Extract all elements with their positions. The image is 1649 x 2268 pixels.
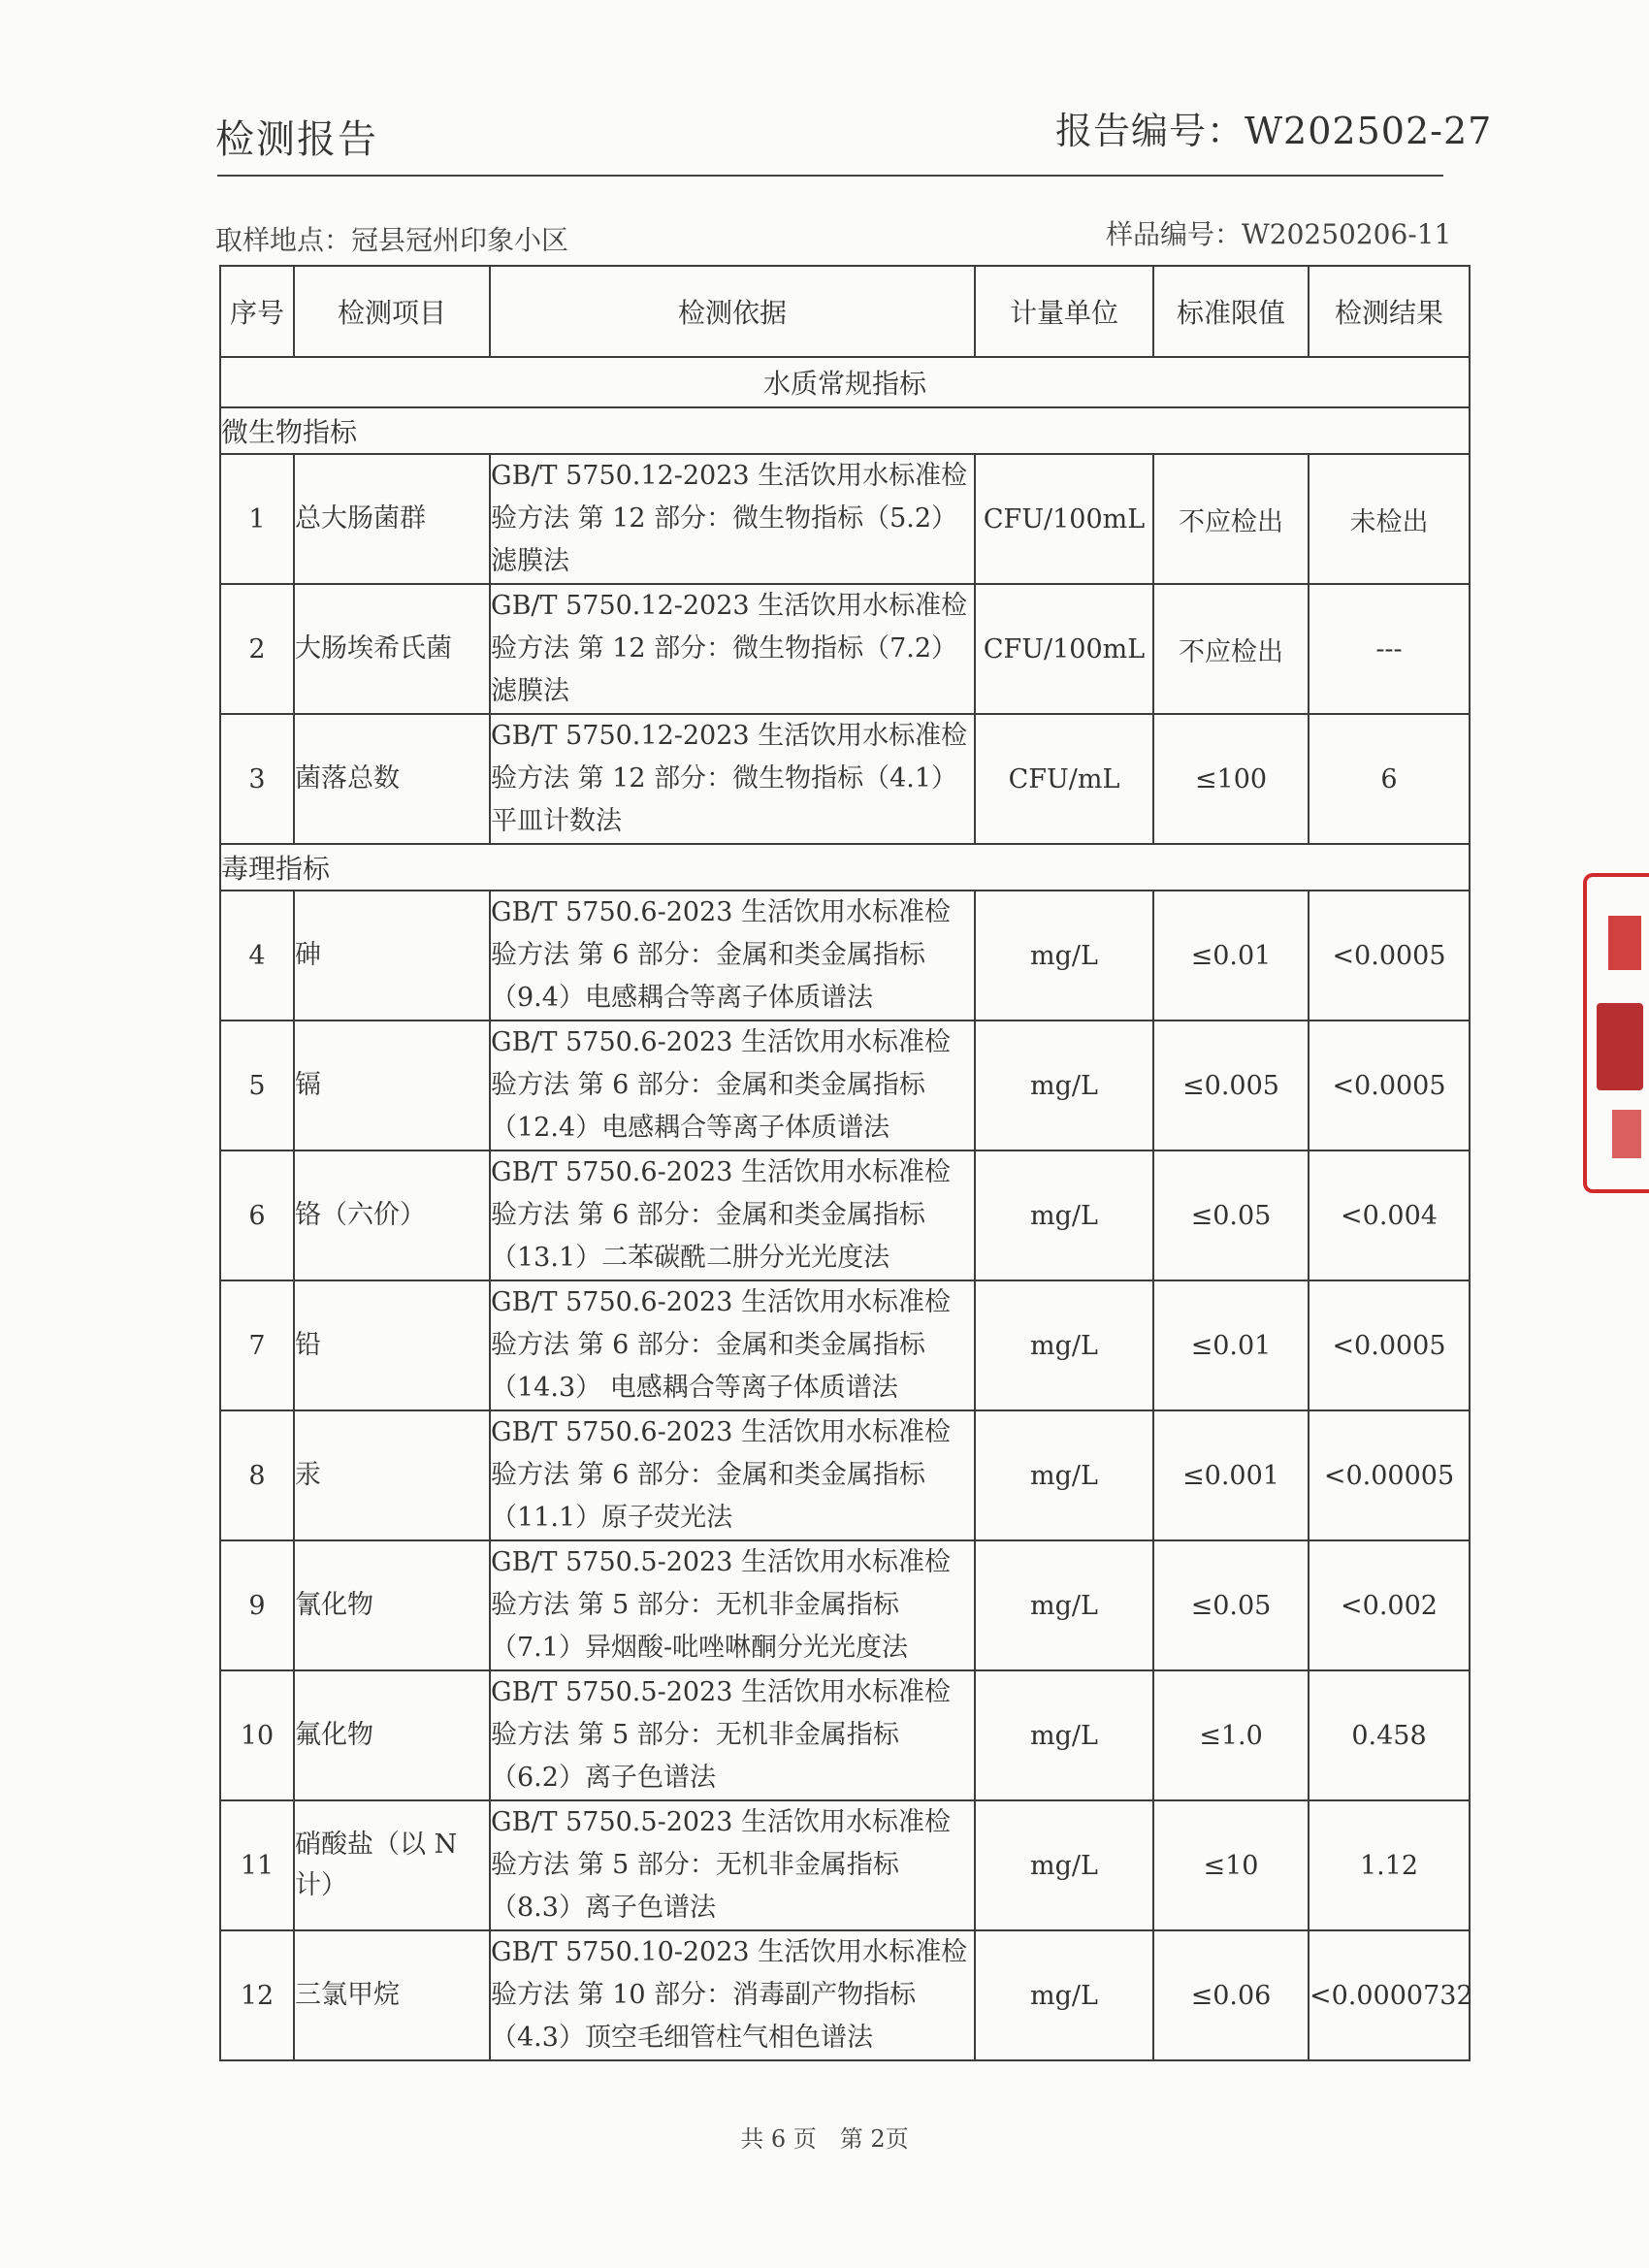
cell-limit: 不应检出 (1153, 454, 1309, 584)
cell-basis: GB/T 5750.12-2023 生活饮用水标准检验方法 第 12 部分：微生物指标（5.2）滤膜法 (490, 454, 975, 584)
results-table (219, 265, 1471, 2061)
table-header-row (220, 266, 1470, 357)
cell-basis: GB/T 5750.6-2023 生活饮用水标准检验方法 第 6 部分：金属和类金属指标（9.4）电感耦合等离子体质谱法 (490, 891, 975, 1021)
cell-no: 3 (220, 714, 294, 844)
cell-limit: ≤0.05 (1153, 1150, 1309, 1280)
cell-item: 铅 (294, 1280, 490, 1410)
table-row (220, 454, 1470, 584)
cell-result: <0.00005 (1309, 1410, 1470, 1540)
table-row (220, 1150, 1470, 1280)
cell-basis: GB/T 5750.6-2023 生活饮用水标准检验方法 第 6 部分：金属和类金属指标（14.3） 电感耦合等离子体质谱法 (490, 1280, 975, 1410)
cell-result: <0.0005 (1309, 891, 1470, 1021)
cell-unit: mg/L (975, 1800, 1153, 1930)
cell-basis: GB/T 5750.12-2023 生活饮用水标准检验方法 第 12 部分：微生物指标（4.1）平皿计数法 (490, 714, 975, 844)
cell-no: 2 (220, 584, 294, 714)
cell-no: 12 (220, 1930, 294, 2060)
cell-unit: mg/L (975, 1021, 1153, 1150)
cell-unit: mg/L (975, 1670, 1153, 1800)
cell-limit: ≤0.01 (1153, 1280, 1309, 1410)
table-row (220, 891, 1470, 1021)
category-row (220, 407, 1470, 454)
category-row (220, 844, 1470, 891)
cell-no: 9 (220, 1540, 294, 1670)
sample-number: 样品编号：W20250206-11 (1106, 218, 1452, 250)
category-label: 微生物指标 (220, 407, 1470, 454)
cell-limit: ≤1.0 (1153, 1670, 1309, 1800)
sampling-location: 取样地点：冠县冠州印象小区 (215, 224, 569, 256)
cell-unit: CFU/100mL (975, 584, 1153, 714)
col-header-limit: 标准限值 (1153, 266, 1309, 357)
table-row (220, 1540, 1470, 1670)
cell-unit: mg/L (975, 1150, 1153, 1280)
cell-result: 6 (1309, 714, 1470, 844)
cell-no: 6 (220, 1150, 294, 1280)
cell-result: 0.458 (1309, 1670, 1470, 1800)
report-title: 检测报告 (215, 117, 378, 162)
cell-basis: GB/T 5750.6-2023 生活饮用水标准检验方法 第 6 部分：金属和类金属指标（12.4）电感耦合等离子体质谱法 (490, 1021, 975, 1150)
cell-unit: CFU/mL (975, 714, 1153, 844)
cell-item: 菌落总数 (294, 714, 490, 844)
cell-result: <0.0005 (1309, 1280, 1470, 1410)
cell-result: 未检出 (1309, 454, 1470, 584)
section-row (220, 357, 1470, 407)
col-header-basis: 检测依据 (490, 266, 975, 357)
table-row (220, 1930, 1470, 2060)
cell-result: 1.12 (1309, 1800, 1470, 1930)
cell-basis: GB/T 5750.6-2023 生活饮用水标准检验方法 第 6 部分：金属和类金属指标（11.1）原子荧光法 (490, 1410, 975, 1540)
cell-basis: GB/T 5750.6-2023 生活饮用水标准检验方法 第 6 部分：金属和类金属指标（13.1）二苯碳酰二肼分光光度法 (490, 1150, 975, 1280)
table-row (220, 1800, 1470, 1930)
cell-limit: ≤0.01 (1153, 891, 1309, 1021)
table-body (220, 357, 1473, 2060)
cell-basis: GB/T 5750.10-2023 生活饮用水标准检验方法 第 10 部分：消毒副产物指标（4.3）顶空毛细管柱气相色谱法 (490, 1930, 975, 2060)
cell-no: 4 (220, 891, 294, 1021)
cell-item: 镉 (294, 1021, 490, 1150)
cell-limit: ≤0.005 (1153, 1021, 1309, 1150)
cell-no: 10 (220, 1670, 294, 1800)
cell-no: 5 (220, 1021, 294, 1150)
table-row (220, 1021, 1470, 1150)
table-row (220, 1670, 1470, 1800)
cell-basis: GB/T 5750.12-2023 生活饮用水标准检验方法 第 12 部分：微生物指标（7.2）滤膜法 (490, 584, 975, 714)
cell-item: 总大肠菌群 (294, 454, 490, 584)
cell-item: 三氯甲烷 (294, 1930, 490, 2060)
cell-result: <0.0005 (1309, 1021, 1470, 1150)
cell-no: 7 (220, 1280, 294, 1410)
col-header-unit: 计量单位 (975, 266, 1153, 357)
cell-result: <0.0000732 (1309, 1930, 1470, 2060)
cell-limit: 不应检出 (1153, 584, 1309, 714)
cell-unit: mg/L (975, 891, 1153, 1021)
table-row (220, 1280, 1470, 1410)
cell-item: 铬（六价） (294, 1150, 490, 1280)
cell-result: <0.004 (1309, 1150, 1470, 1280)
cell-limit: ≤10 (1153, 1800, 1309, 1930)
cell-item: 氰化物 (294, 1540, 490, 1670)
cell-basis: GB/T 5750.5-2023 生活饮用水标准检验方法 第 5 部分：无机非金属指标（8.3）离子色谱法 (490, 1800, 975, 1930)
cell-result: --- (1309, 584, 1470, 714)
col-header-no: 序号 (220, 266, 294, 357)
cell-limit: ≤0.05 (1153, 1540, 1309, 1670)
cell-unit: CFU/100mL (975, 454, 1153, 584)
cell-no: 8 (220, 1410, 294, 1540)
report-number: 报告编号：W202502-27 (1055, 110, 1493, 152)
cell-item: 大肠埃希氏菌 (294, 584, 490, 714)
table-row (220, 714, 1470, 844)
table-row (220, 584, 1470, 714)
cell-no: 1 (220, 454, 294, 584)
cell-basis: GB/T 5750.5-2023 生活饮用水标准检验方法 第 5 部分：无机非金属指标（6.2）离子色谱法 (490, 1670, 975, 1800)
col-header-result: 检测结果 (1309, 266, 1470, 357)
category-label: 毒理指标 (220, 844, 1470, 891)
cell-no: 11 (220, 1800, 294, 1930)
cell-basis: GB/T 5750.5-2023 生活饮用水标准检验方法 第 5 部分：无机非金属指标（7.1）异烟酸-吡唑啉酮分光光度法 (490, 1540, 975, 1670)
cell-unit: mg/L (975, 1410, 1153, 1540)
col-header-item: 检测项目 (294, 266, 490, 357)
cell-item: 氟化物 (294, 1670, 490, 1800)
cell-unit: mg/L (975, 1540, 1153, 1670)
cell-unit: mg/L (975, 1280, 1153, 1410)
red-seal-stamp (1583, 873, 1649, 1193)
cell-item: 汞 (294, 1410, 490, 1540)
cell-item: 砷 (294, 891, 490, 1021)
section-title: 水质常规指标 (220, 357, 1470, 407)
page-footer: 共 6 页 第 2页 (740, 2125, 909, 2153)
table-row (220, 1410, 1470, 1540)
cell-limit: ≤100 (1153, 714, 1309, 844)
cell-item: 硝酸盐（以 N 计） (294, 1800, 490, 1930)
cell-result: <0.002 (1309, 1540, 1470, 1670)
cell-unit: mg/L (975, 1930, 1153, 2060)
cell-limit: ≤0.001 (1153, 1410, 1309, 1540)
header-divider (217, 175, 1443, 177)
cell-limit: ≤0.06 (1153, 1930, 1309, 2060)
